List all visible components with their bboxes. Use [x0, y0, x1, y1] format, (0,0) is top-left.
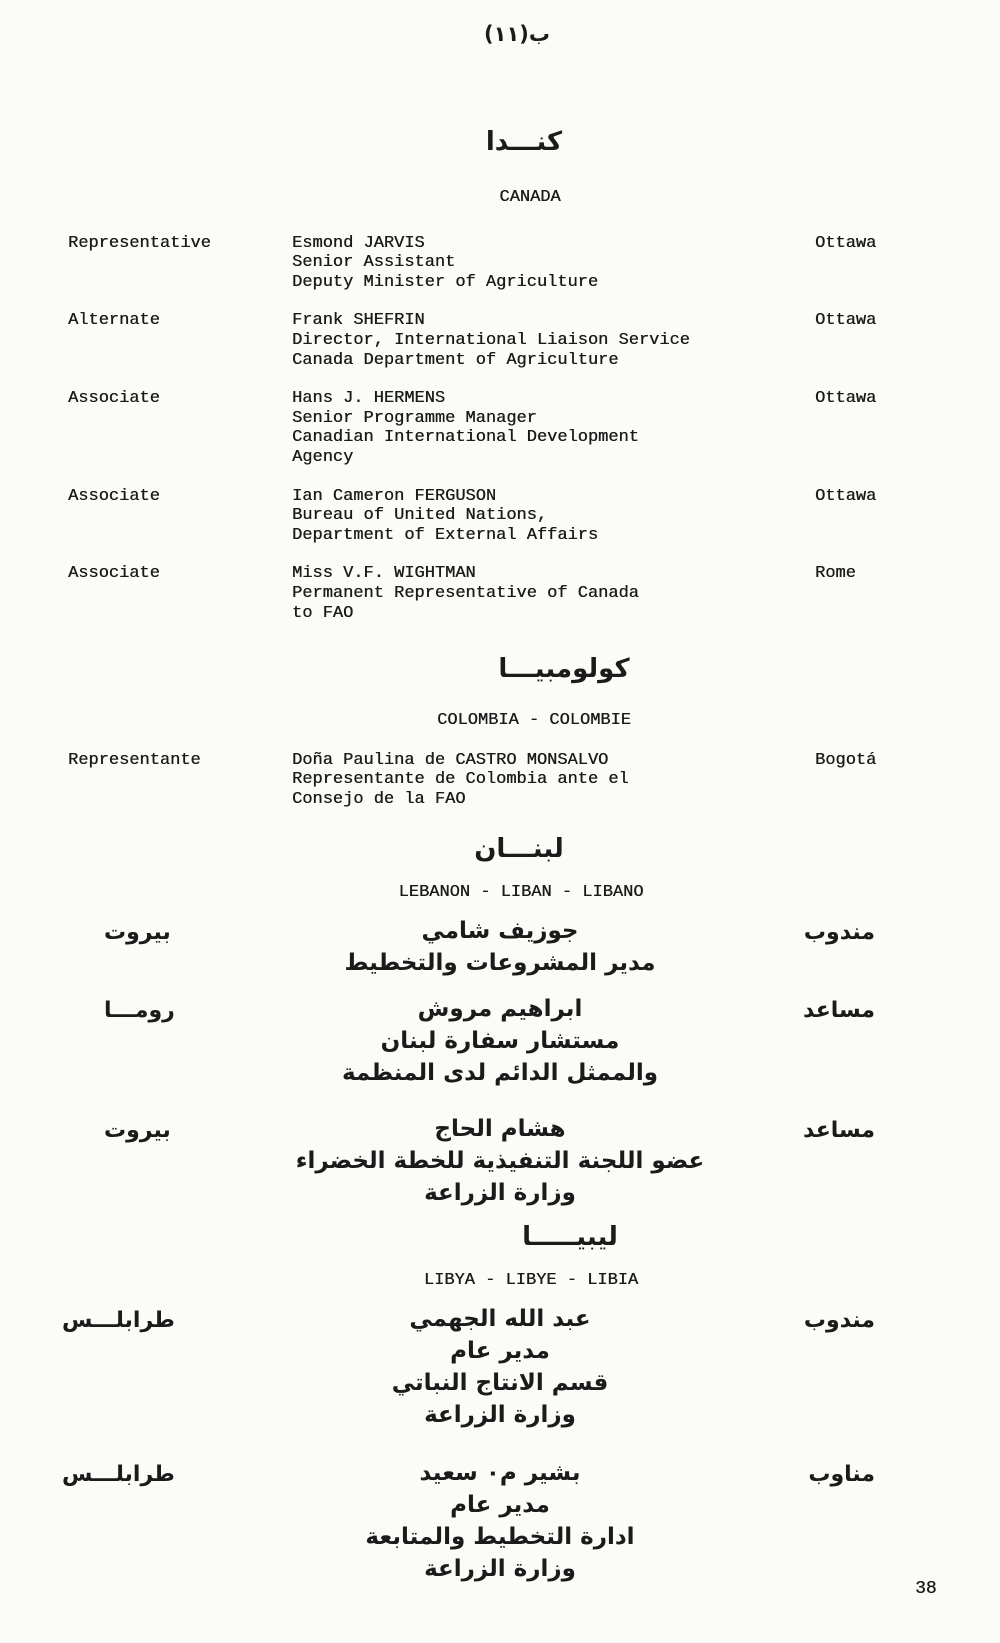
role-label: مساعد	[802, 1118, 875, 1144]
delegate-name: بشير م٠ سعيد	[419, 1459, 581, 1486]
city-label: طرابلـــس	[62, 1307, 175, 1333]
role-label: Associate	[68, 486, 160, 506]
delegate-name: جوزيف شامي	[421, 918, 579, 945]
city-label: طرابلـــس	[62, 1461, 175, 1487]
delegate-name: Esmond JARVIS	[292, 233, 425, 253]
city-label: Ottawa	[815, 389, 877, 409]
delegate-title-line: مستشار سفارة لبنان	[380, 1028, 620, 1055]
role-label: مناوب	[808, 1461, 875, 1487]
delegate-row	[0, 993, 1000, 1089]
role-label: مساعد	[802, 998, 875, 1024]
delegate-row	[0, 915, 1000, 979]
page-number: 38	[915, 1579, 937, 1599]
city-label: Ottawa	[815, 486, 877, 506]
delegate-details	[220, 993, 780, 1089]
delegate-details	[292, 389, 1000, 467]
delegate-title-line: وزارة الزراعة	[424, 1401, 576, 1428]
delegate-title-line: Permanent Representative of Canada	[292, 583, 639, 603]
delegate-title-line: Senior Programme Manager	[292, 408, 537, 428]
section-heading-latin-colombia: COLOMBIA - COLOMBIE	[437, 711, 631, 731]
delegate-name: Hans J. HERMENS	[292, 389, 446, 409]
city-label: Rome	[815, 564, 856, 584]
role-label: Representative	[68, 233, 211, 253]
delegate-row	[0, 1303, 1000, 1431]
delegate-name: عبد الله الجهمي	[409, 1305, 591, 1332]
delegate-row	[0, 389, 1000, 467]
delegate-row	[0, 487, 1000, 546]
delegate-name: هشام الحاج	[434, 1116, 566, 1143]
delegate-title-line: مدير المشروعات والتخطيط	[344, 950, 656, 977]
delegate-details	[220, 1303, 780, 1431]
delegate-title-line: Director, International Liaison Service	[292, 330, 690, 350]
delegate-row	[0, 751, 1000, 810]
role-label: مندوب	[803, 1307, 875, 1333]
city-label: بيروت	[104, 1118, 171, 1144]
city-label: بيروت	[104, 920, 171, 946]
role-label: مندوب	[803, 920, 875, 946]
role-label: Associate	[68, 389, 160, 409]
delegate-title-line: Representante de Colombia ante el	[292, 770, 629, 790]
delegate-row	[0, 1457, 1000, 1585]
section-heading-arabic-libya: ليبيـــــا	[522, 1222, 618, 1253]
city-label: Bogotá	[815, 750, 877, 770]
delegate-details	[292, 751, 1000, 810]
delegate-title-line: مدير عام	[450, 1491, 550, 1518]
delegate-details	[292, 311, 1000, 370]
delegate-row	[0, 1113, 1000, 1209]
city-label: رومـــا	[104, 998, 175, 1024]
delegate-details	[220, 915, 780, 979]
role-label: Representante	[68, 750, 201, 770]
section-heading-latin-lebanon: LEBANON - LIBAN - LIBANO	[398, 883, 644, 903]
section-heading-latin-libya: LIBYA - LIBYE - LIBIA	[423, 1271, 639, 1291]
delegate-name: ابراهيم مروش	[417, 996, 583, 1023]
city-label: Ottawa	[815, 233, 877, 253]
delegate-title-line: Department of External Affairs	[292, 525, 599, 545]
city-label: Ottawa	[815, 311, 877, 331]
delegate-title-line: والممثل الدائم لدى المنظمة	[341, 1060, 659, 1087]
section-heading-arabic-lebanon: لبنـــان	[474, 834, 564, 865]
delegate-title-line: Agency	[292, 447, 354, 467]
delegate-details	[292, 564, 1000, 623]
delegate-details	[292, 487, 1000, 546]
delegate-details	[220, 1113, 780, 1209]
delegate-row	[0, 234, 1000, 293]
section-heading-arabic-colombia: كولومبيـــا	[498, 654, 630, 685]
delegate-title-line: قسم الانتاج النباتي	[391, 1369, 609, 1396]
delegate-name: Doña Paulina de CASTRO MONSALVO	[292, 750, 609, 770]
delegate-details	[292, 234, 1000, 293]
delegate-name: Frank SHEFRIN	[292, 311, 425, 331]
header-mark: ب(١١)	[484, 22, 550, 46]
delegate-title-line: Canadian International Development	[292, 428, 639, 448]
delegate-title-line: وزارة الزراعة	[424, 1555, 576, 1582]
delegate-details	[220, 1457, 780, 1585]
section-heading-arabic-canada: كنـــدا	[485, 127, 563, 157]
delegate-title-line: عضو اللجنة التنفيذية للخطة الخضراء	[295, 1148, 705, 1175]
delegate-title-line: مدير عام	[450, 1337, 550, 1364]
delegate-name: Ian Cameron FERGUSON	[292, 486, 497, 506]
delegate-title-line: Canada Department of Agriculture	[292, 350, 619, 370]
delegate-row	[0, 311, 1000, 370]
delegate-title-line: Deputy Minister of Agriculture	[292, 272, 599, 292]
delegate-title-line: وزارة الزراعة	[424, 1180, 576, 1207]
role-label: Alternate	[68, 311, 160, 331]
delegate-title-line: Bureau of United Nations,	[292, 506, 548, 526]
role-label: Associate	[68, 564, 160, 584]
delegate-row	[0, 564, 1000, 623]
delegate-name: Miss V.F. WIGHTMAN	[292, 564, 476, 584]
delegate-title-line: Consejo de la FAO	[292, 789, 466, 809]
delegate-title-line: Senior Assistant	[292, 253, 456, 273]
delegate-title-line: ادارة التخطيط والمتابعة	[365, 1523, 635, 1550]
section-heading-latin-canada: CANADA	[499, 188, 561, 207]
delegate-title-line: to FAO	[292, 603, 354, 623]
